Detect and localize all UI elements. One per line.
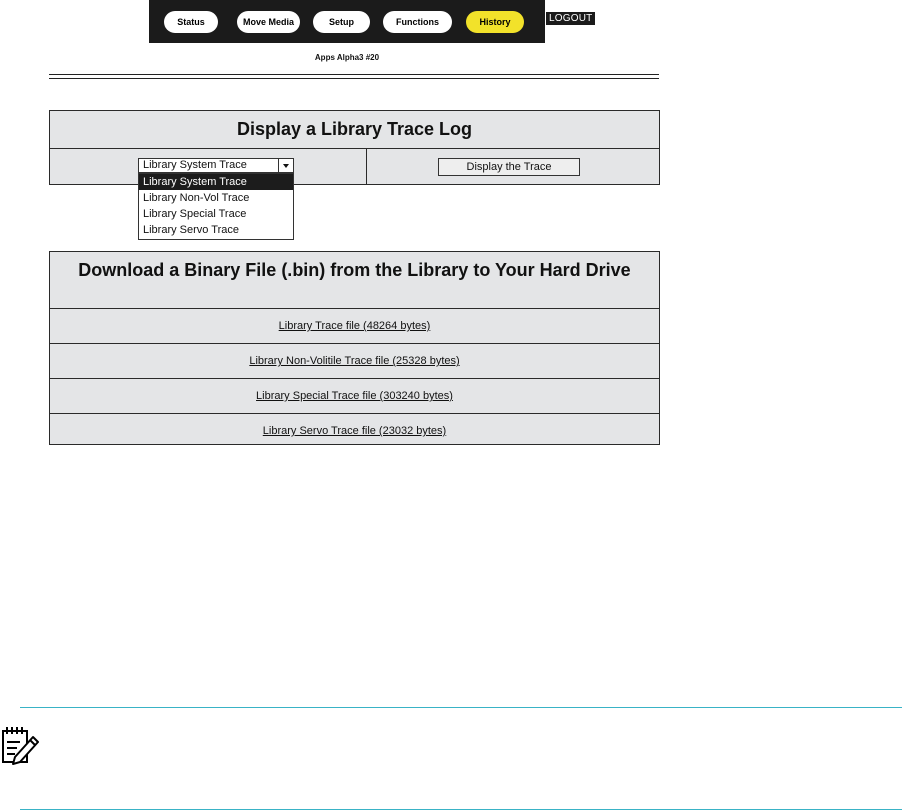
nav-tab-history[interactable]: History — [466, 11, 524, 33]
trace-select-value: Library System Trace — [143, 159, 247, 171]
nav-tab-move-media[interactable]: Move Media — [237, 11, 300, 33]
nav-tab-status[interactable]: Status — [164, 11, 218, 33]
download-servo-trace-link[interactable]: Library Servo Trace file (23032 bytes) — [262, 425, 447, 437]
nav-tab-setup[interactable]: Setup — [313, 11, 370, 33]
download-row — [50, 379, 659, 414]
dropdown-option-servo-trace[interactable]: Library Servo Trace — [143, 224, 239, 236]
download-row — [50, 414, 659, 448]
dropdown-option-non-vol-trace[interactable]: Library Non-Vol Trace — [143, 192, 250, 204]
dropdown-option-special-trace[interactable]: Library Special Trace — [143, 208, 247, 220]
download-trace-file-link[interactable]: Library Trace file (48264 bytes) — [278, 320, 431, 332]
dropdown-option-system-trace[interactable]: Library System Trace — [139, 174, 293, 190]
chevron-down-icon[interactable] — [278, 159, 293, 172]
download-special-trace-link[interactable]: Library Special Trace file (303240 bytes) — [256, 390, 453, 402]
download-non-volatile-trace-link[interactable]: Library Non-Volitile Trace file (25328 bytes) — [249, 355, 460, 367]
trace-button-cell — [367, 149, 659, 185]
header-divider — [49, 74, 659, 79]
library-name-subtitle: Apps Alpha3 #20 — [314, 53, 380, 62]
download-row — [50, 344, 659, 379]
logout-button[interactable]: LOGOUT — [546, 12, 595, 25]
download-binary-panel — [49, 251, 660, 445]
note-pencil-icon — [0, 724, 40, 768]
display-trace-button[interactable]: Display the Trace — [438, 158, 580, 176]
top-nav-bar — [149, 0, 545, 43]
trace-log-title: Display a Library Trace Log — [50, 111, 659, 149]
nav-tab-functions[interactable]: Functions — [383, 11, 452, 33]
download-panel-title: Download a Binary File (.bin) from the Library to Your Hard Drive — [50, 252, 659, 309]
trace-type-dropdown-list — [138, 173, 294, 240]
note-bottom-rule — [20, 809, 902, 810]
note-top-rule — [20, 707, 902, 708]
download-row — [50, 309, 659, 344]
trace-type-select[interactable] — [138, 158, 294, 173]
